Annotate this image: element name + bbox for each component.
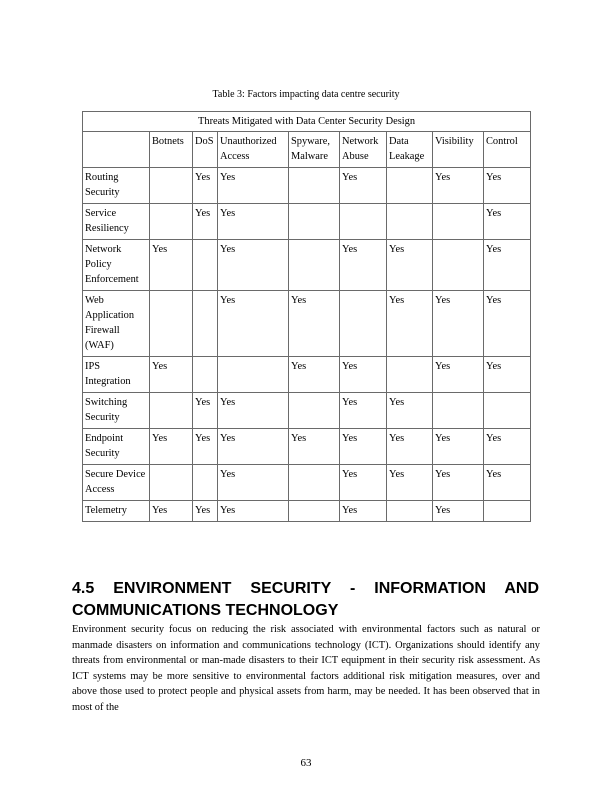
table-cell: Yes: [218, 501, 289, 522]
column-header: Data Leakage: [387, 132, 433, 168]
table-cell: Yes: [387, 429, 433, 465]
table-cell: Yes: [433, 501, 484, 522]
table-cell: Yes: [218, 168, 289, 204]
table-cell: Yes: [484, 465, 531, 501]
table-cell: Yes: [387, 291, 433, 357]
table-cell: Yes: [150, 357, 193, 393]
table-cell: Yes: [150, 240, 193, 291]
row-label: Web Application Firewall (WAF): [83, 291, 150, 357]
table-cell: [387, 357, 433, 393]
group-header: Threats Mitigated with Data Center Security Design: [83, 112, 531, 132]
table-cell: Yes: [193, 393, 218, 429]
table-body: [83, 168, 531, 522]
column-header: Unauthorized Access: [218, 132, 289, 168]
table-cell: Yes: [387, 465, 433, 501]
table-cell: Yes: [340, 357, 387, 393]
table-row: [83, 291, 531, 357]
column-header: Network Abuse: [340, 132, 387, 168]
table-cell: [150, 291, 193, 357]
table-cell: Yes: [218, 429, 289, 465]
row-label: Switching Security: [83, 393, 150, 429]
table-cell: [289, 501, 340, 522]
table-cell: [387, 501, 433, 522]
table-cell: Yes: [340, 168, 387, 204]
table-cell: Yes: [289, 357, 340, 393]
table-cell: Yes: [433, 168, 484, 204]
table-cell: [433, 393, 484, 429]
table-cell: Yes: [484, 357, 531, 393]
table-cell: Yes: [433, 465, 484, 501]
table-cell: Yes: [193, 429, 218, 465]
table-cell: [150, 393, 193, 429]
security-factors-table: [82, 111, 531, 522]
table-row: [83, 429, 531, 465]
section-heading-line-2: COMMUNICATIONS TECHNOLOGY: [72, 602, 339, 619]
table-cell: Yes: [340, 429, 387, 465]
table-cell: Yes: [340, 240, 387, 291]
table-cell: [289, 393, 340, 429]
table-cell: Yes: [150, 429, 193, 465]
table-cell: [340, 291, 387, 357]
table-cell: Yes: [218, 204, 289, 240]
table-cell: [193, 357, 218, 393]
table-cell: Yes: [484, 240, 531, 291]
section-heading: [72, 578, 539, 622]
table-cell: [193, 240, 218, 291]
row-label: Endpoint Security: [83, 429, 150, 465]
table-cell: Yes: [193, 204, 218, 240]
row-label: Routing Security: [83, 168, 150, 204]
table-cell: [193, 465, 218, 501]
table-cell: [433, 204, 484, 240]
row-label: Network Policy Enforcement: [83, 240, 150, 291]
table-cell: [289, 465, 340, 501]
table-cell: Yes: [433, 429, 484, 465]
table-cell: Yes: [433, 357, 484, 393]
section-body: Environment security focus on reducing the risk associated with environmental factors such as natural or manmade disasters on information and communications technology (ICT). Organizations should identify any threats from environmental or man-made disasters to their ICT equipment in their security risk assessment. As ICT systems may be more sensitive to environmental factors additional risk mitigation measures, over and above those used to protect people and physical assets from harm, may be needed. It has been observed that in most of the: [72, 624, 540, 713]
column-header: Visibility: [433, 132, 484, 168]
table-caption: Table 3: Factors impacting data centre security: [212, 89, 400, 100]
column-header: DoS: [193, 132, 218, 168]
table-cell: [387, 168, 433, 204]
table-cell: [387, 204, 433, 240]
table-cell: Yes: [218, 393, 289, 429]
table-cell: [150, 168, 193, 204]
table-cell: [340, 204, 387, 240]
table-cell: Yes: [150, 501, 193, 522]
column-header: Control: [484, 132, 531, 168]
table-cell: [150, 465, 193, 501]
table-cell: Yes: [484, 204, 531, 240]
corner-cell: [83, 132, 150, 168]
table-cell: Yes: [484, 429, 531, 465]
column-header: Spyware, Malware: [289, 132, 340, 168]
table-row: [83, 357, 531, 393]
section-heading-line-1: 4.5 ENVIRONMENT SECURITY - INFORMATION AND: [72, 580, 539, 597]
table-cell: Yes: [340, 465, 387, 501]
row-label: Secure Device Access: [83, 465, 150, 501]
table-cell: [484, 393, 531, 429]
table-cell: Yes: [289, 291, 340, 357]
table-cell: Yes: [340, 393, 387, 429]
table-row: [83, 393, 531, 429]
table-cell: Yes: [218, 291, 289, 357]
table-cell: Yes: [387, 240, 433, 291]
table-cell: [289, 240, 340, 291]
table-cell: Yes: [340, 501, 387, 522]
table-cell: [150, 204, 193, 240]
table-cell: Yes: [193, 501, 218, 522]
table-row: [83, 465, 531, 501]
table-cell: Yes: [218, 465, 289, 501]
table-cell: Yes: [289, 429, 340, 465]
table-cell: [218, 357, 289, 393]
column-header: Botnets: [150, 132, 193, 168]
table-cell: Yes: [433, 291, 484, 357]
column-header-row: [83, 132, 531, 168]
table-cell: Yes: [484, 168, 531, 204]
table-row: [83, 240, 531, 291]
table-cell: [289, 204, 340, 240]
table-cell: [289, 168, 340, 204]
row-label: Service Resiliency: [83, 204, 150, 240]
table-cell: [484, 501, 531, 522]
table-row: [83, 204, 531, 240]
table-cell: [193, 291, 218, 357]
row-label: IPS Integration: [83, 357, 150, 393]
table-cell: Yes: [218, 240, 289, 291]
table-row: [83, 501, 531, 522]
page-number: 63: [300, 757, 312, 769]
row-label: Telemetry: [83, 501, 150, 522]
table-cell: Yes: [387, 393, 433, 429]
group-header-row: [83, 112, 531, 132]
table-cell: [433, 240, 484, 291]
table-row: [83, 168, 531, 204]
table-cell: Yes: [484, 291, 531, 357]
table-cell: Yes: [193, 168, 218, 204]
